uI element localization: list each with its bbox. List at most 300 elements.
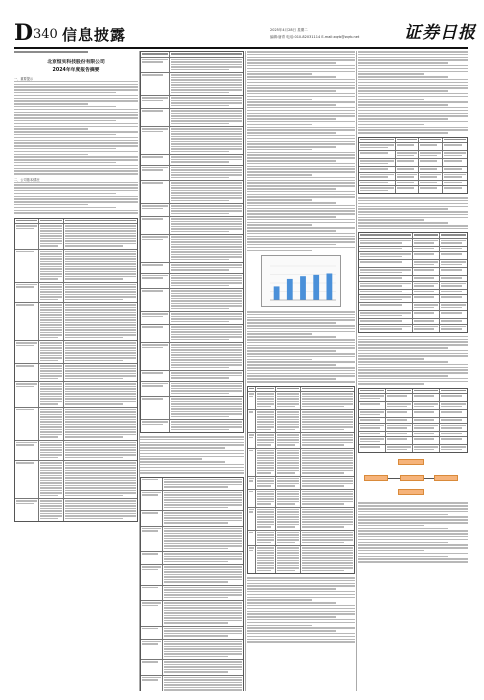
table-cell [413,311,440,318]
text-line [14,148,116,150]
table-row [359,186,467,193]
text-line [140,442,244,444]
table-cell [15,382,39,407]
text-line [247,154,355,156]
text-line [171,110,242,112]
text-line [142,110,163,112]
table-cell [440,445,467,452]
text-line [302,455,353,457]
table-cell [359,186,396,193]
text-line [441,304,466,306]
text-line [397,176,414,178]
text-line [444,176,462,178]
text-line [142,344,168,346]
text-line [171,254,242,256]
text-line [360,446,380,448]
text-line [40,503,61,505]
text-line [65,258,136,260]
text-line [164,517,242,519]
table-cell [301,392,354,409]
text-line [65,424,136,426]
text-line [441,419,462,421]
text-line [14,95,138,97]
text-line [16,286,34,288]
text-line [171,367,230,369]
text-line [171,118,242,120]
text-line [247,224,312,226]
text-line [441,296,462,298]
text-line [171,318,242,320]
company-name: 北京恒实科技股份有限公司 [47,59,105,65]
text-line [358,197,468,199]
text-line [171,331,242,333]
text-line [414,425,438,427]
text-line [277,519,299,521]
table-row [359,295,467,303]
text-line [164,479,242,481]
table-cell [15,219,39,224]
text-line [142,372,163,374]
text-line [358,375,448,377]
text-line [257,557,273,559]
text-line [358,115,468,117]
text-line [360,261,402,263]
text-line [14,134,116,136]
text-line [164,494,242,496]
text-line [358,90,448,92]
text-line [247,599,312,601]
text-line [358,59,468,61]
table-cell [170,52,243,57]
text-line [277,450,299,452]
text-line [40,263,61,265]
text-line [360,272,402,274]
text-line [257,521,273,523]
text-line [247,129,355,131]
text-line [16,503,34,505]
text-line [65,332,136,334]
text-line [40,289,61,291]
table-cell [248,490,256,507]
text-line [302,442,353,444]
text-line [171,267,242,269]
text-line [247,580,355,582]
text-line [247,322,336,324]
table-cell [15,303,39,340]
text-line [358,358,424,360]
text-line [40,421,61,423]
text-line [65,500,136,502]
text-line [257,470,273,472]
text-line [358,96,468,98]
table-cell [359,290,413,295]
text-line [247,87,355,89]
text-line [171,305,242,307]
text-line [171,336,242,338]
table-cell [163,676,243,691]
text-line [302,552,353,554]
text-line [277,562,299,564]
text-line [171,100,242,102]
text-line [65,449,136,451]
text-line [171,308,230,310]
text-line [171,411,242,413]
text-line [14,89,138,91]
text-line [65,403,123,405]
text-line [387,446,411,448]
text-line [277,552,299,554]
table-cell [170,312,243,324]
text-line [249,550,253,552]
text-line [65,487,136,489]
text-line [302,480,353,482]
text-line [277,465,299,467]
text-line [65,314,136,316]
text-line [16,383,37,385]
text-line [414,446,438,448]
table-cell [396,151,420,158]
text-line [40,434,61,436]
text-line [171,87,242,89]
text-line [414,320,434,322]
text-line [302,555,353,557]
text-line [444,168,462,170]
text-line [65,480,136,482]
table-cell [170,343,243,370]
table-cell [39,364,63,381]
table-cell [64,461,137,498]
table-cell [359,402,386,409]
text-line [257,519,273,521]
table-cell [141,601,163,626]
text-line [302,421,353,423]
paragraph-block [14,81,138,175]
text-line [358,530,468,532]
table-cell [440,233,467,238]
table-cell [141,52,170,57]
table-cell [413,239,440,246]
text-line [247,127,355,129]
text-line [164,515,242,517]
section-label: 一、重要提示 [14,76,34,81]
text-line [397,160,414,162]
text-line [40,230,61,232]
text-line [444,139,466,141]
text-line [142,661,158,663]
table-cell [256,490,275,507]
text-line [171,249,242,251]
text-line [40,286,61,288]
table-cell [413,424,440,431]
text-line [257,516,273,518]
text-line [140,458,202,460]
text-line [164,543,242,545]
text-line [171,339,230,341]
text-line [247,339,355,341]
text-line [247,59,355,61]
paragraph-block [358,197,468,229]
text-line [360,291,402,293]
table-cell [359,410,386,417]
text-line [247,585,355,587]
table-cell [359,151,396,158]
text-line [40,322,61,324]
text-line [302,411,353,413]
table-cell [359,424,386,431]
table-cell [39,461,63,498]
table-cell [301,410,354,432]
table-cell [276,449,301,476]
text-line [247,370,355,372]
text-line [40,220,61,222]
text-line [387,433,407,435]
table-cell [163,552,243,564]
text-line [171,128,242,130]
table-cell [141,96,170,108]
text-line [142,479,158,481]
text-line [277,537,299,539]
text-line [397,155,414,157]
table-cell [359,239,413,246]
text-line [164,587,242,589]
text-line [171,413,242,415]
text-line [171,197,242,199]
text-line [140,467,244,469]
table-row [141,312,243,325]
text-line [171,177,230,179]
text-line [40,299,58,301]
table-row [359,311,467,319]
text-line [247,174,312,176]
table-row [15,250,137,283]
table-cell [396,173,420,180]
text-line [40,429,61,431]
text-line [40,492,61,494]
text-line [302,550,353,552]
text-line [164,512,242,514]
flowchart [358,457,468,499]
table-cell [359,437,386,444]
text-line [171,429,230,431]
text-line [302,414,353,416]
table-cell [39,408,63,440]
table-row [359,424,467,432]
text-line [164,633,242,635]
text-line [164,504,242,506]
text-line [142,385,163,387]
text-line [65,401,136,403]
text-line [420,155,437,157]
table-cell [163,565,243,585]
text-line [257,403,273,405]
text-line [414,406,434,408]
text-line [40,261,61,263]
text-line [249,434,254,436]
text-line [171,84,242,86]
table-cell [141,109,170,126]
table-cell [141,660,163,675]
table-cell [301,531,354,546]
text-line [277,503,295,505]
text-line [40,475,61,477]
text-line [171,192,242,194]
text-line [247,356,355,358]
table-cell [440,410,467,417]
text-line [387,438,407,440]
text-line [171,393,230,395]
table-cell [386,402,413,409]
text-line [257,467,273,469]
text-line [257,560,273,562]
text-line [140,472,244,474]
text-line [171,208,242,210]
text-line [358,533,468,535]
text-line [40,510,61,512]
text-line [171,200,230,202]
text-line [171,105,230,107]
text-line [247,85,355,87]
text-line [360,398,380,400]
text-line [302,406,344,408]
table-row [248,392,354,410]
text-line [387,406,407,408]
table-cell [15,499,39,521]
text-line [358,62,448,64]
table-cell [276,392,301,409]
text-line [414,242,434,244]
text-line [171,239,242,241]
table-cell [413,303,440,310]
table-cell [64,441,137,461]
text-line [397,152,418,154]
text-line [142,494,158,496]
table-cell [396,138,420,143]
table-cell [248,508,256,530]
table-cell [413,268,440,275]
text-line [420,174,441,176]
text-line [277,452,299,454]
text-line [358,110,468,112]
table-cell [276,490,301,507]
text-line [302,388,353,390]
table-cell [39,441,63,461]
text-line [65,337,123,339]
table-row [141,166,243,182]
text-line [444,174,466,176]
text-line [277,460,299,462]
text-line [171,290,242,292]
text-line [164,592,242,594]
table-cell [359,311,413,318]
text-line [171,53,242,55]
text-line [247,333,312,335]
text-line [358,124,424,126]
text-line [358,505,468,507]
text-line [65,426,136,428]
text-line [40,233,61,235]
table-cell [413,276,440,281]
text-line [302,501,353,503]
text-line [142,264,163,266]
text-line [164,492,242,494]
text-line [414,390,438,392]
table-cell [141,289,170,311]
text-line [40,383,61,385]
text-line [302,491,353,493]
table-row [141,263,243,274]
text-line [65,228,136,230]
text-line [360,269,411,271]
text-line [40,253,61,255]
text-line [414,261,438,263]
text-line [40,447,61,449]
text-line [40,235,61,237]
text-line [171,321,230,323]
text-line [247,113,355,115]
text-line [358,556,448,558]
text-line [277,547,299,549]
text-line [142,641,161,643]
text-line [171,403,242,405]
text-line [277,442,299,444]
text-line [171,113,242,115]
text-line [257,457,273,459]
text-line [358,217,468,219]
text-line [360,414,380,416]
flowchart-node [398,489,424,495]
text-line [441,328,462,330]
text-line [171,218,242,220]
company-block [14,54,138,73]
text-line [358,222,448,224]
table-cell [248,546,256,573]
table-row [359,445,467,452]
text-line [142,677,161,679]
text-line [65,452,136,454]
text-line [65,312,136,314]
text-line [358,73,424,75]
text-line [164,548,228,550]
text-line [164,520,242,522]
text-line [414,291,434,293]
text-line [302,419,353,421]
text-line [247,149,312,151]
business-table [140,477,244,691]
table-cell [170,325,243,342]
flowchart-node [398,459,424,465]
text-line [257,511,273,513]
text-line [16,386,34,388]
table-cell [413,247,440,252]
text-line [257,426,273,428]
text-line [164,571,242,573]
text-line [247,625,312,627]
table-cell [301,546,354,573]
text-line [65,391,136,393]
text-line [247,230,336,232]
table-cell [141,420,170,432]
text-line [40,256,61,258]
text-line [65,375,136,377]
table-cell [141,371,170,381]
table-cell [64,224,137,249]
text-line [360,326,411,328]
text-line [249,450,253,452]
text-line [358,99,424,101]
text-line [387,411,407,413]
text-line [140,450,244,452]
text-line [142,208,163,210]
